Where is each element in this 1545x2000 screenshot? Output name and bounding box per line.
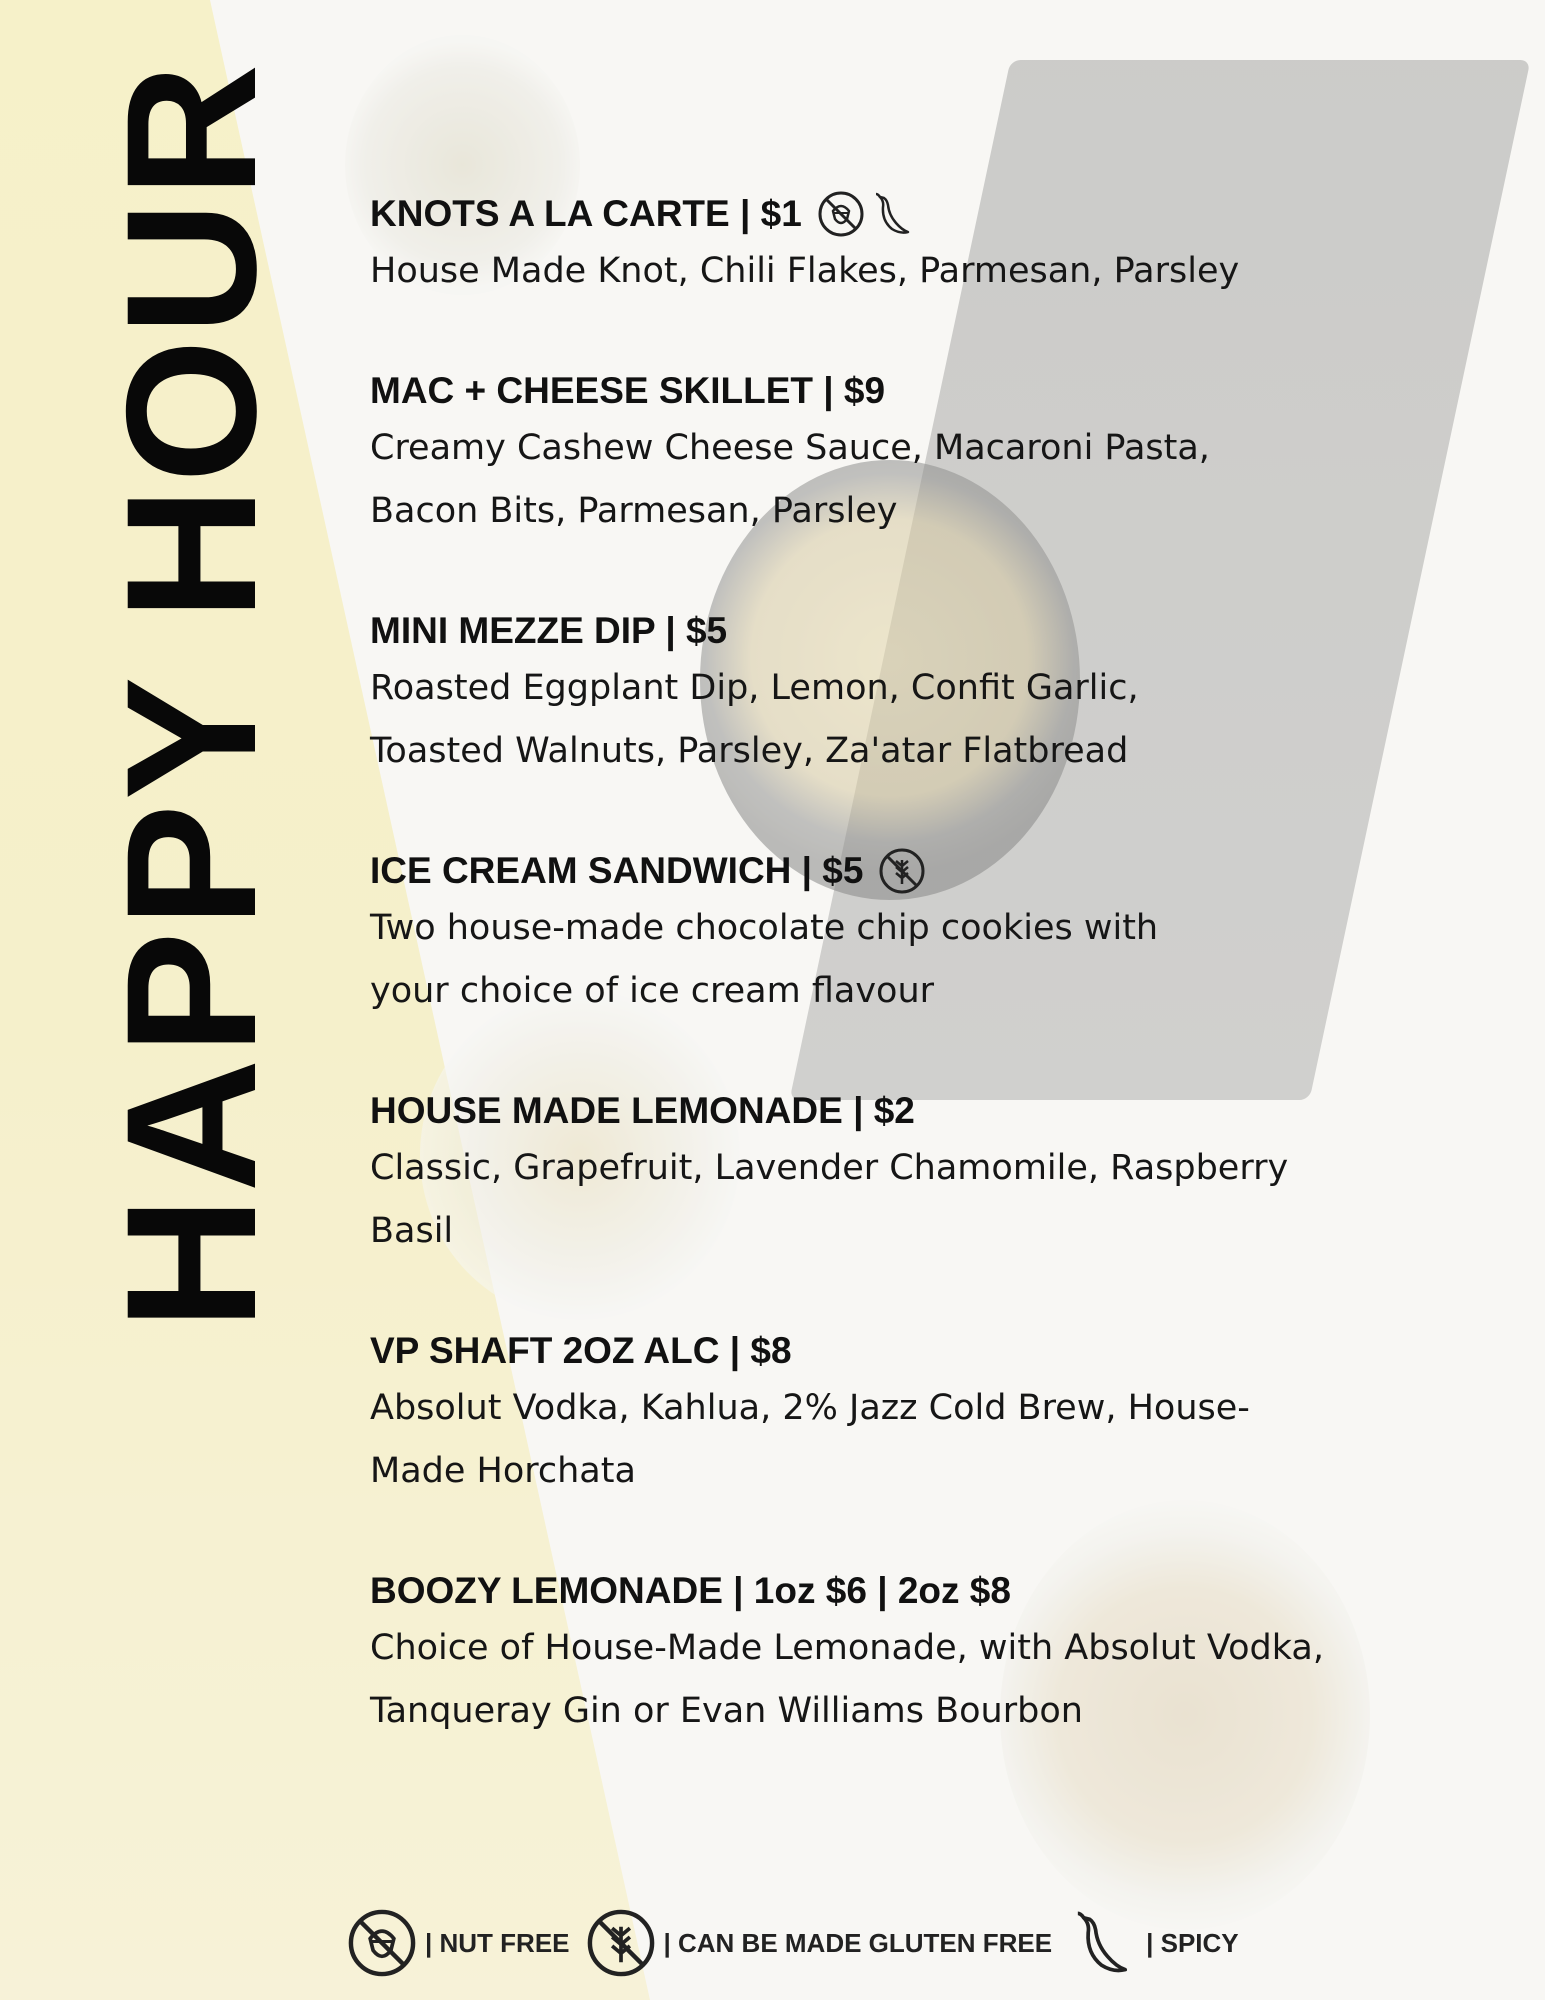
menu-item-description: Bacon Bits, Parmesan, Parsley	[370, 491, 898, 531]
menu-item-name: ICE CREAM SANDWICH | $5	[370, 850, 864, 891]
menu-item-description: Creamy Cashew Cheese Sauce, Macaroni Pasta,	[370, 428, 1210, 468]
menu-item-heading	[370, 1325, 1430, 1377]
menu-item-heading	[370, 365, 1430, 417]
menu-item-heading	[370, 605, 1430, 657]
menu-item-name: MINI MEZZE DIP | $5	[370, 610, 728, 651]
nut-free-icon	[345, 1906, 419, 1980]
menu-item-name: VP SHAFT 2OZ ALC | $8	[370, 1330, 792, 1371]
menu-item-heading	[370, 845, 1430, 897]
spicy-icon	[1066, 1906, 1140, 1980]
menu-item-heading	[370, 188, 1430, 240]
menu-item-name: MAC + CHEESE SKILLET | $9	[370, 370, 886, 411]
gluten-free-icon	[584, 1906, 658, 1980]
menu-item	[370, 1325, 1430, 1503]
legend-label-spicy: | SPICY	[1146, 1927, 1239, 1958]
menu-item-description: Basil	[370, 1211, 454, 1251]
menu-item-description: Absolut Vodka, Kahlua, 2% Jazz Cold Brew, House-	[370, 1388, 1250, 1428]
page-title: HAPPY HOUR	[89, 59, 295, 1330]
menu-item-name: HOUSE MADE LEMONADE | $2	[370, 1090, 915, 1131]
menu-item-description: your choice of ice cream flavour	[370, 971, 935, 1011]
menu-item-name: BOOZY LEMONADE | 1oz $6 | 2oz $8	[370, 1570, 1011, 1611]
gluten-free-icon	[877, 846, 927, 896]
menu-item-description: Classic, Grapefruit, Lavender Chamomile, Raspberry	[370, 1148, 1289, 1188]
dietary-legend	[345, 1908, 1253, 1978]
menu-item-heading	[370, 1565, 1430, 1617]
menu-item-description: House Made Knot, Chili Flakes, Parmesan, Parsley	[370, 251, 1240, 291]
menu-item-name: KNOTS A LA CARTE | $1	[370, 193, 802, 234]
menu-item	[370, 1565, 1430, 1743]
spicy-icon	[868, 189, 918, 239]
menu-item-description: Toasted Walnuts, Parsley, Za'atar Flatbread	[370, 731, 1129, 771]
menu-item-description: Roasted Eggplant Dip, Lemon, Confit Garlic,	[370, 668, 1139, 708]
menu-list	[370, 188, 1430, 1743]
menu-item	[370, 1085, 1430, 1263]
legend-label-nut-free: | NUT FREE	[425, 1927, 570, 1958]
menu-item	[370, 365, 1430, 543]
menu-item-description: Choice of House-Made Lemonade, with Absolut Vodka,	[370, 1628, 1324, 1668]
menu-item-description: Two house-made chocolate chip cookies with	[370, 908, 1159, 948]
menu-item	[370, 188, 1430, 303]
legend-label-gluten-free: | CAN BE MADE GLUTEN FREE	[663, 1927, 1053, 1958]
menu-item	[370, 845, 1430, 1023]
menu-item-description: Made Horchata	[370, 1451, 636, 1491]
menu-item-heading	[370, 1085, 1430, 1137]
menu-item	[370, 605, 1430, 783]
nut-free-icon	[816, 189, 866, 239]
menu-item-description: Tanqueray Gin or Evan Williams Bourbon	[370, 1691, 1083, 1731]
